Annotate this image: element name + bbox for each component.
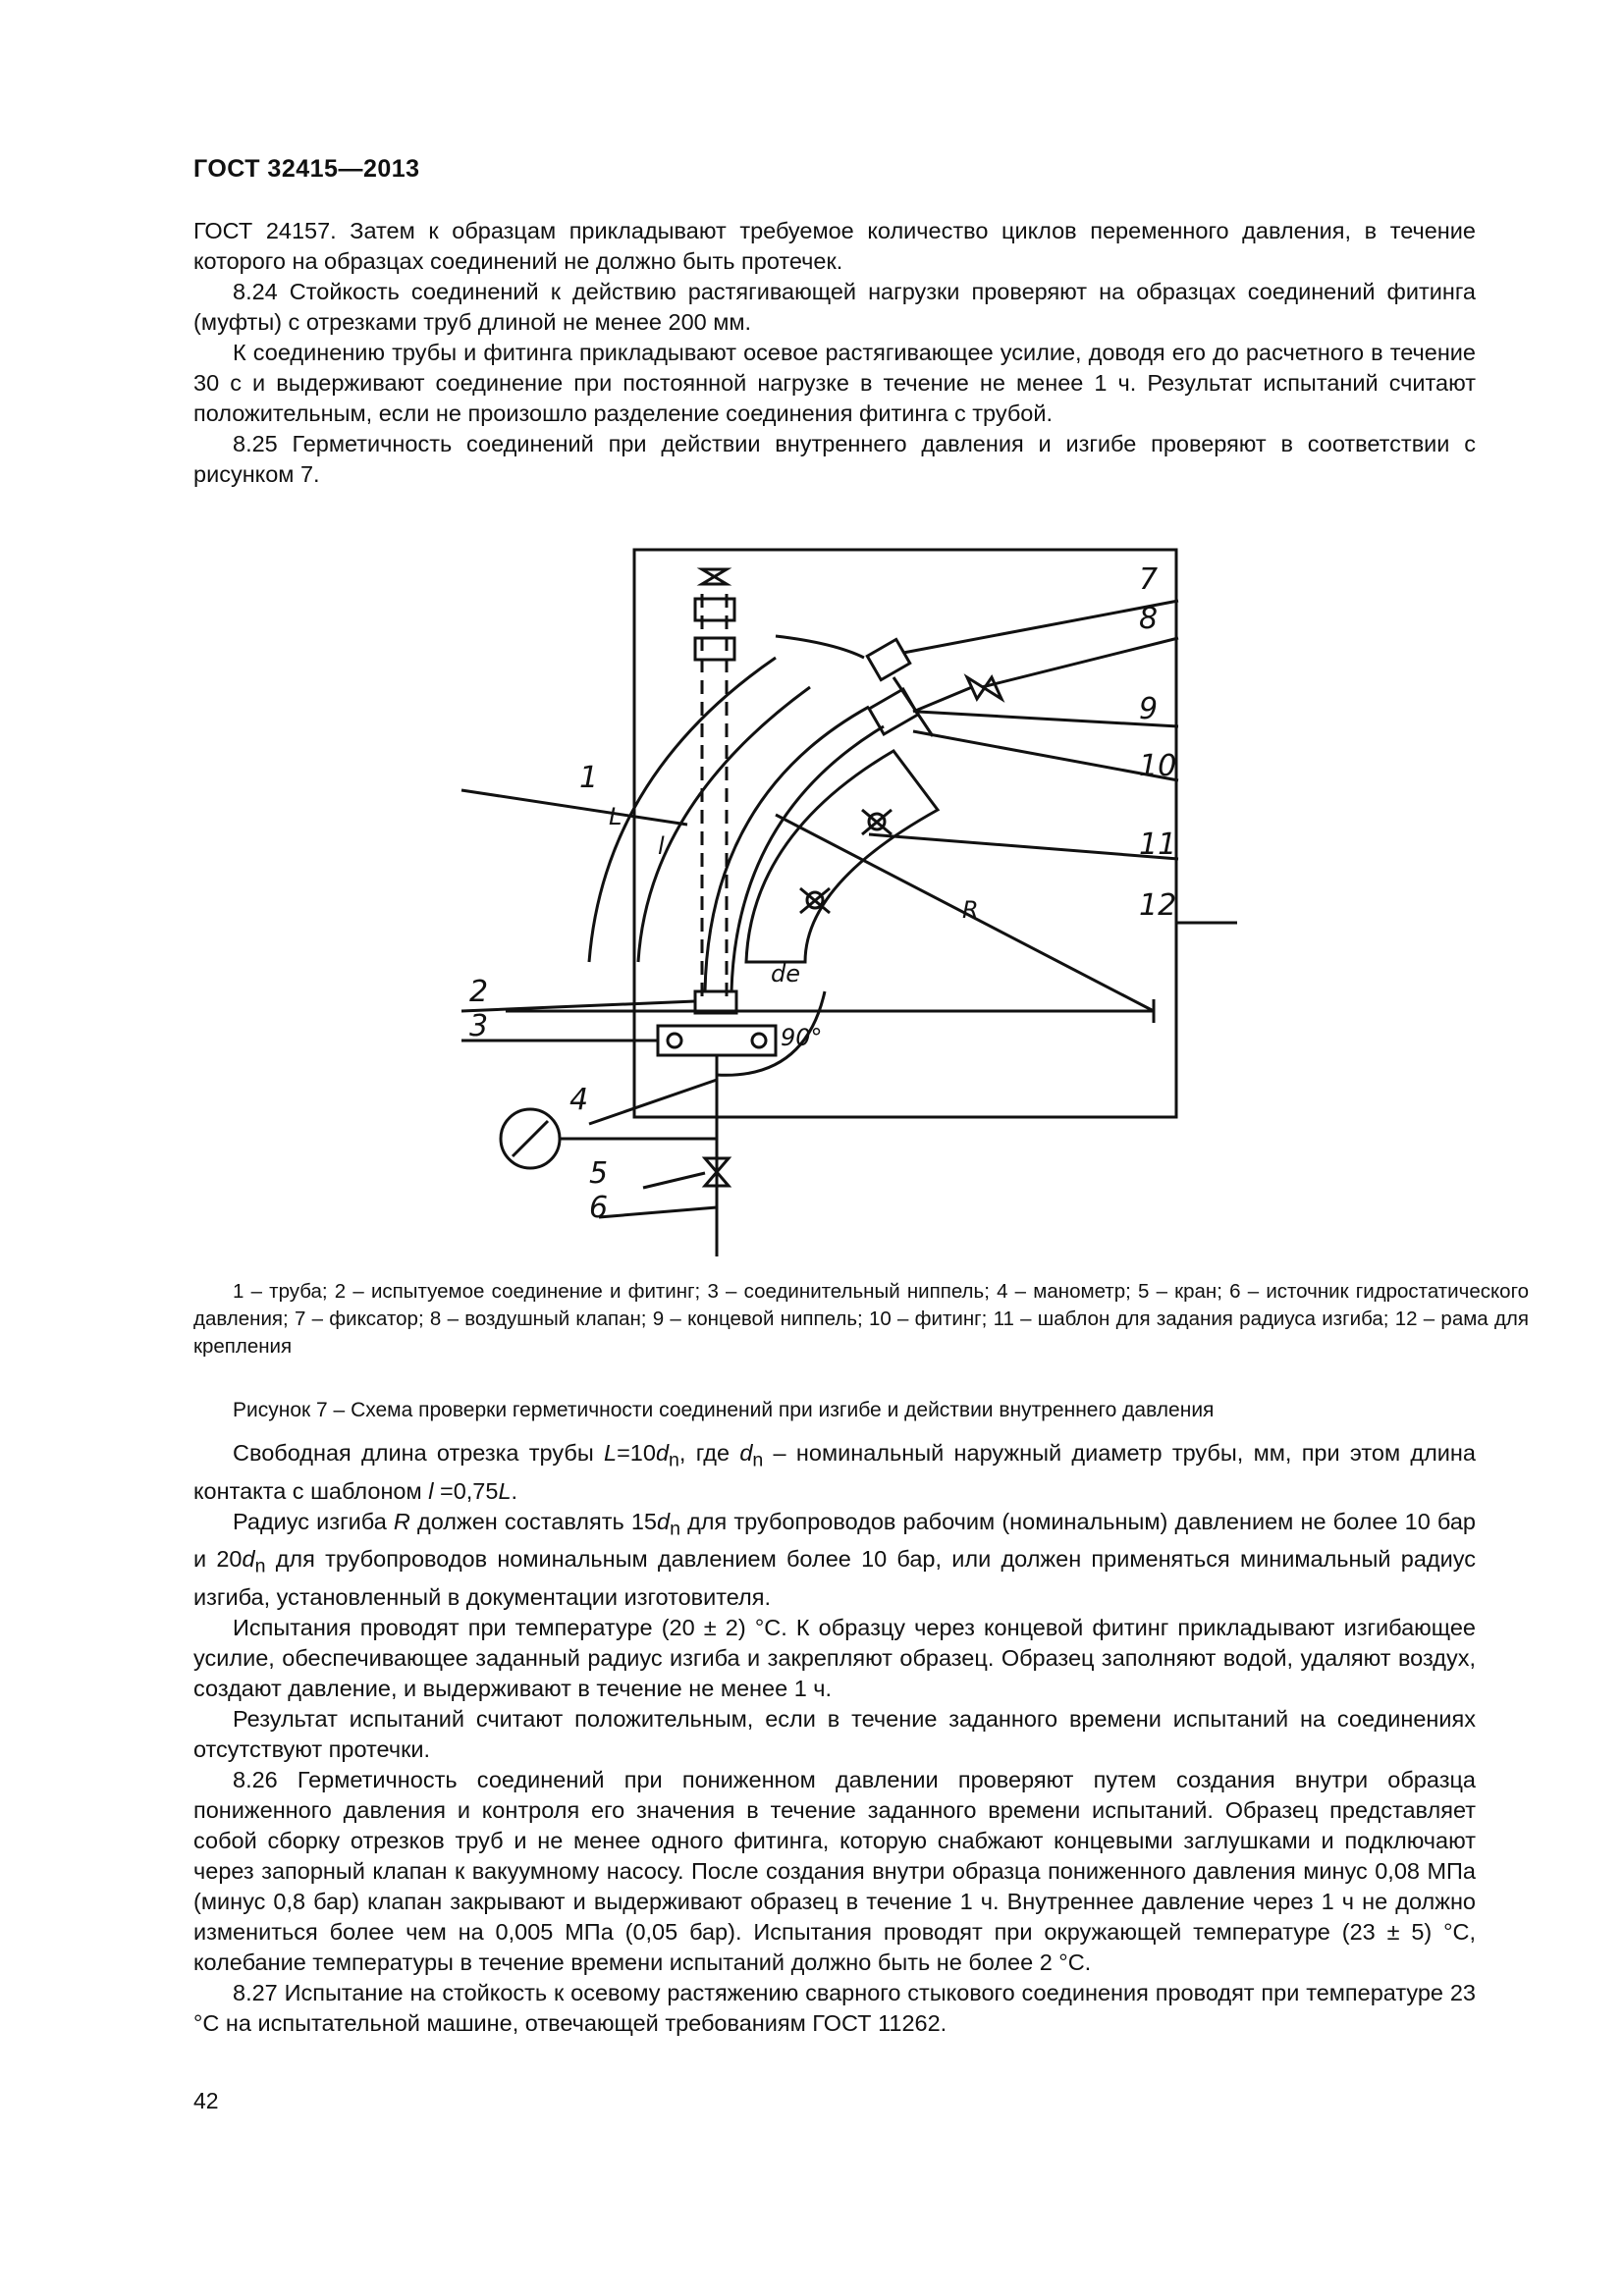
paragraph-8-25: 8.25 Герметичность соединений при действии внутреннего давления и изгибе проверяют в соответствии с рисунком 7.: [193, 431, 1476, 487]
label-9: 9: [1139, 692, 1159, 726]
test-scheme-drawing: [452, 530, 1267, 1256]
label-6: 6: [589, 1191, 609, 1225]
paragraph-8-27: 8.27 Испытание на стойкость к осевому растяжению сварного стыкового соединения проводят при температуре 23 °С на испытательной машине, отвечающей требованиям ГОСТ 11262.: [193, 1980, 1476, 2037]
label-3: 3: [469, 1009, 489, 1043]
paragraph-radius: Радиус изгиба R должен составлять $15d_n$ для трубопроводов рабочим (номинальным) давлением не более 10 бар и $20d_n$ для трубопроводов номинальным давлением более 10 бар, или должен применяться минимальный радиус изгиба, установленный в документации изготовителя.: [193, 1508, 1476, 1611]
figure-7-diagram: [452, 530, 1267, 1256]
label-5: 5: [589, 1156, 609, 1191]
label-7: 7: [1139, 562, 1159, 597]
paragraph-8-26: 8.26 Герметичность соединений при пониженном давлении проверяют путем создания внутри образца пониженного давления и контроля его значения в течение заданного времени испытаний. Образец представляет собой сборку отрезков труб и не менее одного фитинга, которую снабжают концевыми заглушками и подключают через запорный клапан к вакуумному насосу. После создания внутри образца пониженного давления минус 0,08 МПа (минус 0,8 бар) клапан закрывают и выдерживают образец в течение 1 ч. Внутреннее давление через 1 ч не должно измениться более чем на 0,005 МПа (0,05 бар). Испытания проводят при окружающей температуре (23 ± 5) °С, колебание температуры в течение времени испытаний должно быть не более 2 °С.: [193, 1767, 1476, 1976]
dim-l: l: [658, 832, 665, 860]
paragraph-free-length: Свободная длина отрезка трубы $L=10d_n$, где $d_n$ – номинальный наружный диаметр трубы, мм, при этом длина контакта с шаблоном l =0,75L.: [193, 1440, 1476, 1504]
document-header: ГОСТ 32415—2013: [193, 155, 420, 183]
legend-text: 1 – труба; 2 – испытуемое соединение и фитинг; 3 – соединительный ниппель; 4 – манометр; 5 – кран; 6 – источник гидростатического давления; 7 – фиксатор; 8 – воздушный клапан; 9 – концевой ниппель; 10 – фитинг; 11 – шаблон для задания радиуса изгиба; 12 – рама для крепления: [193, 1280, 1529, 1358]
mounting-frame: [634, 550, 1176, 1117]
label-12: 12: [1139, 888, 1177, 923]
text-block-top: [193, 216, 1476, 490]
label-2: 2: [469, 975, 489, 1009]
paragraph-8-24: 8.24 Стойкость соединений к действию растягивающей нагрузки проверяют на образцах соединений фитинга (муфты) с отрезками труб длиной не менее 200 мм.: [193, 279, 1476, 335]
label-4: 4: [569, 1083, 589, 1117]
figure-legend: [193, 1278, 1529, 1361]
label-8: 8: [1139, 602, 1159, 636]
dim-de: de: [771, 960, 800, 988]
paragraph: Результат испытаний считают положительным, если в течение заданного времени испытаний на соединениях отсутствуют протечки.: [193, 1706, 1476, 1763]
dim-R: R: [962, 896, 979, 924]
label-11: 11: [1139, 828, 1177, 862]
paragraph: ГОСТ 24157. Затем к образцам прикладывают требуемое количество циклов переменного давления, в течение которого на образцах соединений не должно быть протечек.: [193, 218, 1476, 274]
figure-caption: Рисунок 7 – Схема проверки герметичности соединений при изгибе и действии внутреннего давления: [233, 1399, 1215, 1421]
text-block-bottom: [193, 1438, 1476, 2039]
paragraph: К соединению трубы и фитинга прикладывают осевое растягивающее усилие, доводя его до расчетного в течение 30 с и выдерживают соединение при постоянной нагрузке в течение не менее 1 ч. Результат испытаний считают положительным, если не произошло разделение соединения фитинга с трубой.: [193, 340, 1476, 426]
label-1: 1: [579, 761, 599, 795]
dim-L: L: [609, 803, 623, 830]
paragraph: Испытания проводят при температуре (20 ± 2) °С. К образцу через концевой фитинг прикладывают изгибающее усилие, обеспечивающее заданный радиус изгиба и закрепляют образец. Образец заполняют водой, удаляют воздух, создают давление, и выдерживают в течение не менее 1 ч.: [193, 1615, 1476, 1702]
page-number: 42: [193, 2088, 219, 2113]
angle-label: 90°: [781, 1024, 823, 1051]
label-10: 10: [1139, 749, 1177, 783]
